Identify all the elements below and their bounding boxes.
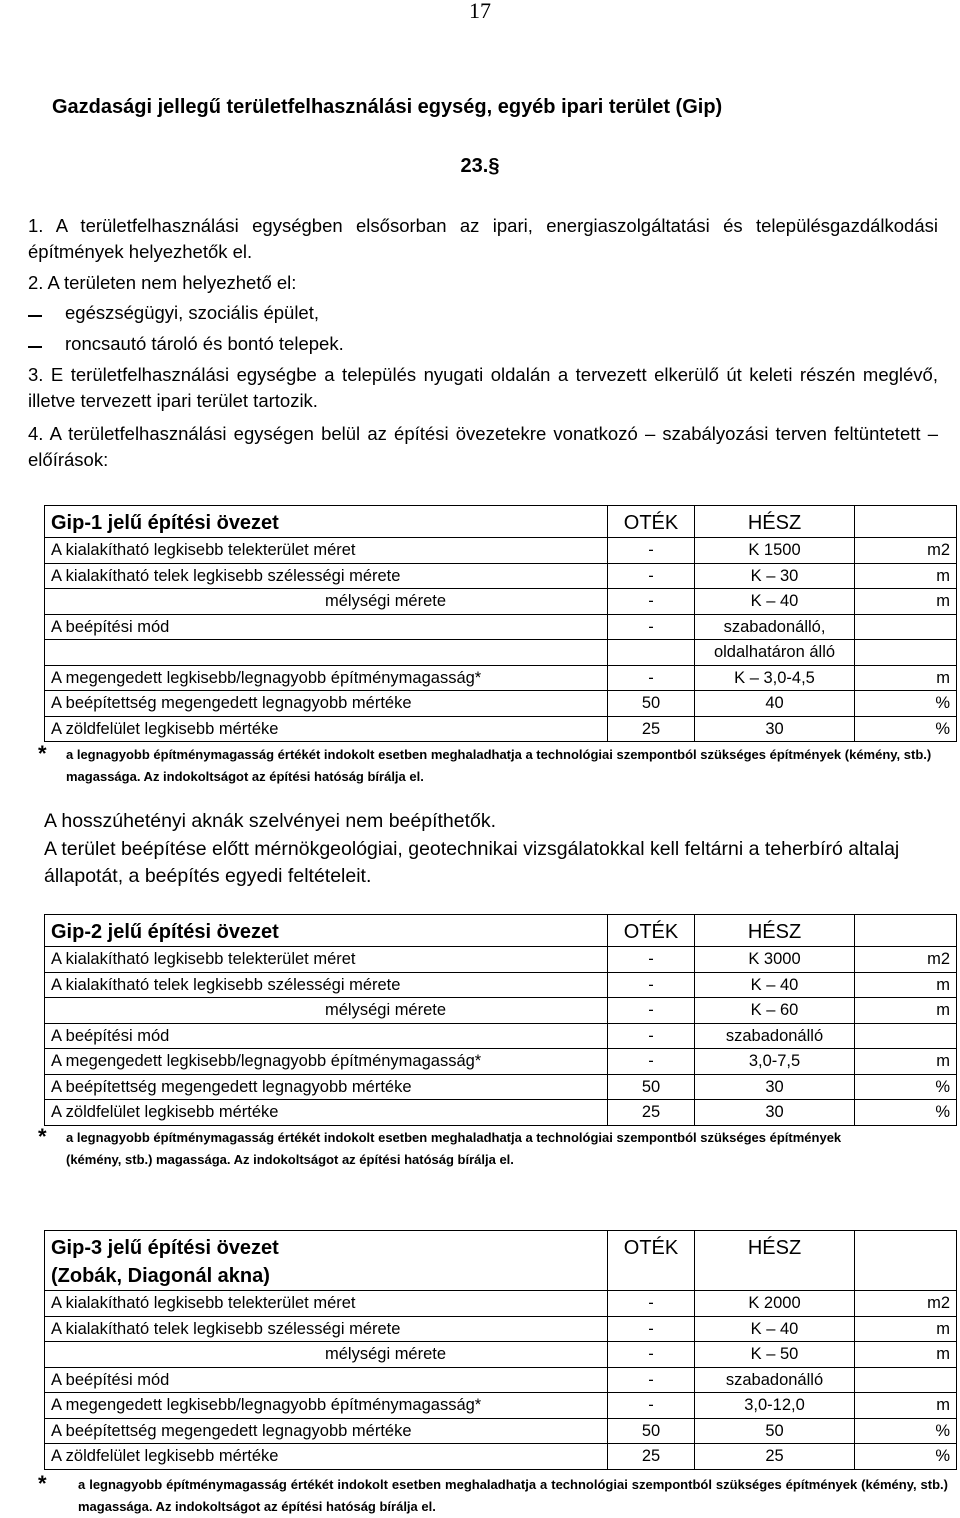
row-label: A kialakítható legkisebb telekterület méret [45, 1291, 608, 1317]
hesz-value: 25 [695, 1444, 855, 1470]
row-label: A beépítettség megengedett legnagyobb mértéke [45, 1074, 608, 1100]
otek-value: - [608, 1023, 695, 1049]
zone-title [45, 1231, 608, 1291]
footnote-star: * [38, 741, 47, 766]
table-row [45, 640, 957, 666]
footnote [38, 1471, 956, 1518]
unit [855, 640, 957, 666]
gip-1-table [44, 505, 957, 742]
footnote-star: * [38, 1471, 47, 1496]
unit: m2 [855, 1291, 957, 1317]
footnote-text: a legnagyobb építménymagasság értékét indokolt esetben meghaladhatja a technológiai szempontból szükséges építmények (kémény, stb.) magassága. Az indokoltságot az építési hatóság bírálja el. [66, 1130, 842, 1167]
unit: m [855, 972, 957, 998]
otek-value: - [608, 1316, 695, 1342]
paragraph-2: 2. A területen nem helyezhető el: [28, 272, 297, 293]
otek-value: 50 [608, 1418, 695, 1444]
otek-value: - [608, 538, 695, 564]
unit: m [855, 998, 957, 1024]
unit [855, 614, 957, 640]
row-label: A megengedett legkisebb/legnagyobb építménymagasság* [45, 1049, 608, 1075]
row-label: A kialakítható telek legkisebb szélességi mérete [45, 1316, 608, 1342]
hesz-value: szabadonálló [695, 1023, 855, 1049]
list-item [28, 333, 928, 359]
table-row [45, 691, 957, 717]
row-label: A kialakítható telek legkisebb szélességi mérete [45, 563, 608, 589]
column-header-unit [855, 915, 957, 947]
paragraph-3: 3. E területfelhasználási egységbe a település nyugati oldalán a tervezett elkerülő út keleti részén meglévő, illetve tervezett ipari terület tartozik. [28, 364, 938, 411]
hesz-value: oldalhatáron álló [695, 640, 855, 666]
column-header-hesz: HÉSZ [695, 1231, 855, 1291]
table-row [45, 1393, 957, 1419]
table-row [45, 1342, 957, 1368]
footnote-text: a legnagyobb építménymagasság értékét indokolt esetben meghaladhatja a technológiai szempontból szükséges építmények (kémény, stb.) magassága. Az indokoltságot az építési hatóság bírálja el. [78, 1477, 948, 1514]
unit: m [855, 1342, 957, 1368]
zone-title: Gip-1 jelű építési övezet [45, 506, 608, 538]
hesz-value: 3,0-12,0 [695, 1393, 855, 1419]
unit: % [855, 1074, 957, 1100]
column-header-otek: OTÉK [608, 915, 695, 947]
row-label: A kialakítható legkisebb telekterület méret [45, 947, 608, 973]
otek-value: - [608, 972, 695, 998]
page-number: 17 [469, 0, 491, 23]
otek-value: 25 [608, 1100, 695, 1126]
hesz-value: szabadonálló, [695, 614, 855, 640]
otek-value: 50 [608, 691, 695, 717]
row-label: mélységi mérete [45, 589, 608, 615]
hesz-value: 30 [695, 1100, 855, 1126]
otek-value: - [608, 665, 695, 691]
row-label: A megengedett legkisebb/legnagyobb építménymagasság* [45, 1393, 608, 1419]
hesz-value: K – 60 [695, 998, 855, 1024]
unit: m [855, 1049, 957, 1075]
hesz-value: 30 [695, 1074, 855, 1100]
table-row [45, 972, 957, 998]
hesz-value: 3,0-7,5 [695, 1049, 855, 1075]
row-label: A zöldfelület legkisebb mértéke [45, 1100, 608, 1126]
table-row [45, 1291, 957, 1317]
table-row [45, 614, 957, 640]
unit: % [855, 1444, 957, 1470]
unit: % [855, 716, 957, 742]
unit: m [855, 1393, 957, 1419]
paragraph-4: 4. A területfelhasználási egységen belül az építési övezetekre vonatkozó – szabályozási terven feltüntetett – előírások: [28, 423, 938, 470]
hesz-value: K – 40 [695, 1316, 855, 1342]
unit [855, 1023, 957, 1049]
dash-bullet [28, 346, 42, 348]
unit: % [855, 1418, 957, 1444]
unit: m2 [855, 947, 957, 973]
row-label: A beépítési mód [45, 1367, 608, 1393]
otek-value: - [608, 1291, 695, 1317]
row-label: A kialakítható telek legkisebb szélességi mérete [45, 972, 608, 998]
page-title: Gazdasági jellegű területfelhasználási egység, egyéb ipari terület (Gip) [52, 96, 723, 118]
unit: m [855, 1316, 957, 1342]
list-item-text: roncsautó tároló és bontó telepek. [65, 333, 344, 354]
unit: % [855, 691, 957, 717]
list-item [28, 302, 928, 328]
paragraph-1: 1. A területfelhasználási egységben elsősorban az ipari, energiaszolgáltatási és településgazdálkodási építmények helyezhetők el. [28, 215, 938, 262]
column-header-otek: OTÉK [608, 1231, 695, 1291]
dash-bullet [28, 315, 42, 317]
otek-value: - [608, 1393, 695, 1419]
otek-value: 25 [608, 1444, 695, 1470]
hesz-value: K – 50 [695, 1342, 855, 1368]
hesz-value: 40 [695, 691, 855, 717]
hesz-value: szabadonálló [695, 1367, 855, 1393]
table-header-row [45, 506, 957, 538]
hesz-value: K – 40 [695, 589, 855, 615]
row-label: A beépítési mód [45, 614, 608, 640]
otek-value: - [608, 563, 695, 589]
hesz-value: K 1500 [695, 538, 855, 564]
column-header-hesz: HÉSZ [695, 915, 855, 947]
otek-value: - [608, 1049, 695, 1075]
otek-value: - [608, 1342, 695, 1368]
paragraph: A terület beépítése előtt mérnökgeológiai, geotechnikai vizsgálatokkal kell feltárni a teherbíró altalaj állapotát, a beépítés egyedi feltételeit. [44, 838, 900, 887]
hesz-value: 30 [695, 716, 855, 742]
hesz-value: K – 40 [695, 972, 855, 998]
row-label: A beépítettség megengedett legnagyobb mértéke [45, 691, 608, 717]
row-label: A beépítettség megengedett legnagyobb mértéke [45, 1418, 608, 1444]
table-row [45, 665, 957, 691]
unit: % [855, 1100, 957, 1126]
hesz-value: K 2000 [695, 1291, 855, 1317]
table-row [45, 1418, 957, 1444]
table-row [45, 947, 957, 973]
column-header-unit [855, 506, 957, 538]
table-row [45, 1367, 957, 1393]
row-label: A zöldfelület legkisebb mértéke [45, 1444, 608, 1470]
unit: m [855, 563, 957, 589]
unit [855, 1367, 957, 1393]
otek-value: 25 [608, 716, 695, 742]
row-label: A megengedett legkisebb/legnagyobb építménymagasság* [45, 665, 608, 691]
table-row [45, 716, 957, 742]
footnote-text: a legnagyobb építménymagasság értékét indokolt esetben meghaladhatja a technológiai szempontból szükséges építmények (kémény, stb.) magassága. Az indokoltságot az építési hatóság bírálja el. [66, 747, 932, 784]
otek-value: 50 [608, 1074, 695, 1100]
hesz-value: K – 3,0-4,5 [695, 665, 855, 691]
unit: m2 [855, 538, 957, 564]
row-label [45, 640, 608, 666]
zone-title: Gip-2 jelű építési övezet [45, 915, 608, 947]
otek-value: - [608, 947, 695, 973]
table-header-row [45, 915, 957, 947]
otek-value: - [608, 589, 695, 615]
table-row [45, 1023, 957, 1049]
table-row [45, 998, 957, 1024]
gip-2-table [44, 914, 957, 1126]
hesz-value: 50 [695, 1418, 855, 1444]
row-label: mélységi mérete [45, 1342, 608, 1368]
table-header-row [45, 1231, 957, 1291]
table-row [45, 1049, 957, 1075]
column-header-otek: OTÉK [608, 506, 695, 538]
table-row [45, 563, 957, 589]
otek-value [608, 640, 695, 666]
hesz-value: K 3000 [695, 947, 855, 973]
table-row [45, 1444, 957, 1470]
paragraph: A hosszúhetényi aknák szelvényei nem beépíthetők. [44, 810, 497, 832]
otek-value: - [608, 1367, 695, 1393]
row-label: A beépítési mód [45, 1023, 608, 1049]
footnote [38, 1124, 956, 1171]
row-label: A zöldfelület legkisebb mértéke [45, 716, 608, 742]
table-row [45, 589, 957, 615]
column-header-unit [855, 1231, 957, 1291]
table-row [45, 1316, 957, 1342]
table-row [45, 1100, 957, 1126]
row-label: A kialakítható legkisebb telekterület méret [45, 538, 608, 564]
footnote-star: * [38, 1124, 47, 1149]
table-row [45, 1074, 957, 1100]
section-heading: 23.§ [460, 155, 500, 177]
unit: m [855, 589, 957, 615]
column-header-hesz: HÉSZ [695, 506, 855, 538]
table-row [45, 538, 957, 564]
otek-value: - [608, 614, 695, 640]
footnote [38, 741, 956, 788]
otek-value: - [608, 998, 695, 1024]
list-item-text: egészségügyi, szociális épület, [65, 302, 320, 323]
gip-3-table [44, 1230, 957, 1470]
row-label: mélységi mérete [45, 998, 608, 1024]
zone-title-line: Gip-3 jelű építési övezet [51, 1237, 279, 1259]
hesz-value: K – 30 [695, 563, 855, 589]
zone-subtitle: (Zobák, Diagonál akna) [51, 1265, 270, 1287]
unit: m [855, 665, 957, 691]
